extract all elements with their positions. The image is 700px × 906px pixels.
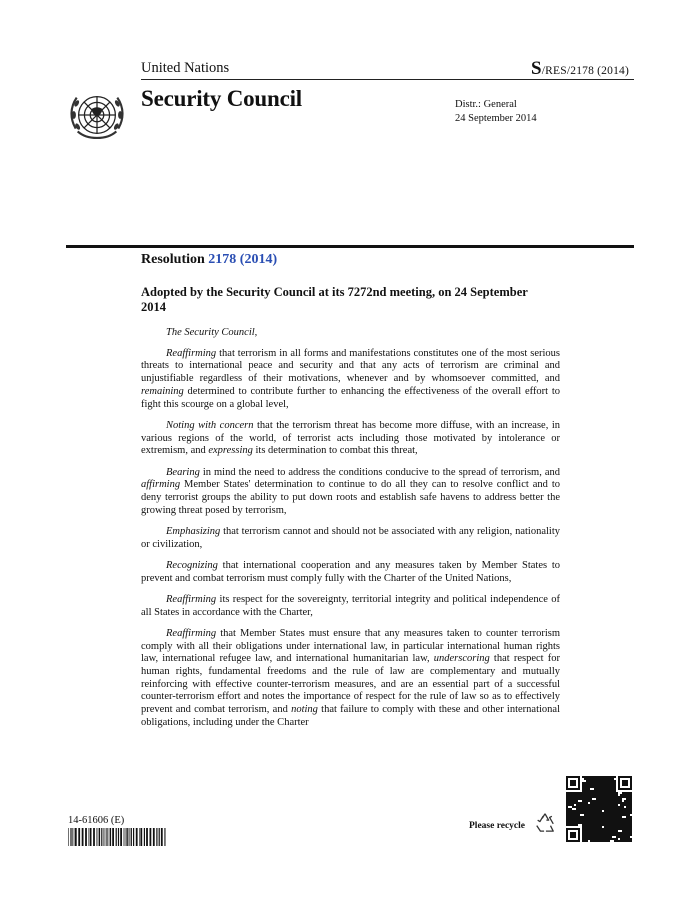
- header-rule: [141, 79, 634, 80]
- preamble-paragraph: Bearing in mind the need to address the conditions conducive to the spread of terrorism, and affirming Member States' determination to continue to do all they can to resolve conflict and to deny terrorist groups the ability to put down roots and establish safe havens to address better the growing threat posed by terrorism,: [141, 466, 560, 516]
- resolution-label: Resolution: [141, 252, 205, 267]
- resolution-body: [141, 327, 560, 738]
- council-name: Security Council: [141, 86, 302, 111]
- job-number: 14-61606 (E): [68, 815, 125, 826]
- preamble-paragraph: Noting with concern that the terrorism threat has become more diffuse, with an increase, in various regions of the world, of terrorist acts including those motivated by intolerance or extremism, and expressing its determination to combat this threat,: [141, 419, 560, 457]
- barcode-icon: [68, 828, 166, 846]
- qr-code-icon: [566, 776, 632, 842]
- recycle-icon: [534, 811, 556, 833]
- symbol-prefix: S: [531, 58, 542, 79]
- section-rule: [66, 245, 634, 248]
- preamble-paragraph: Reaffirming its respect for the sovereignty, territorial integrity and political independence of all States in accordance with the Charter,: [141, 593, 560, 618]
- preamble-paragraph: Recognizing that international cooperation and any measures taken by Member States to prevent and combat terrorism must comply fully with the Charter of the United Nations,: [141, 559, 560, 584]
- un-emblem-icon: [68, 86, 126, 144]
- recycle-label: Please recycle: [469, 821, 525, 831]
- distribution-block: [455, 98, 537, 126]
- preamble-paragraph: Emphasizing that terrorism cannot and should not be associated with any religion, nationality or civilization,: [141, 525, 560, 550]
- issue-date: 24 September 2014: [455, 113, 537, 124]
- org-name: United Nations: [141, 60, 230, 76]
- preamble-paragraph: Reaffirming that terrorism in all forms and manifestations constitutes one of the most serious threats to international peace and security and that any acts of terrorism are criminal and unjustifiable regardless of their motivations, whenever and by whomsoever committed, and remaining determined to contribute further to enhancing the effectiveness of the overall effort to fight this scourge on a global level,: [141, 347, 560, 410]
- resolution-number-link[interactable]: 2178 (2014): [208, 252, 278, 267]
- adoption-line: Adopted by the Security Council at its 7272nd meeting, on 24 September 2014: [141, 285, 528, 314]
- distribution-label: Distr.: General: [455, 99, 517, 110]
- resolution-title: [141, 252, 277, 268]
- document-symbol: [531, 58, 629, 80]
- symbol-rest: /RES/2178 (2014): [541, 65, 629, 77]
- preamble-paragraph: Reaffirming that Member States must ensure that any measures taken to counter terrorism comply with all their obligations under international law, in particular international human rights law, international refugee law, and international humanitarian law, underscoring that respect for human rights, fundamental freedoms and the rule of law are complementary and mutually reinforcing with effective counter-terrorism measures, and are an essential part of a successful counter-terrorism effort and notes the importance of respect for the rule of law so as to effectively prevent and combat terrorism, and noting that failure to comply with these and other international obligations, including under the Charter: [141, 627, 560, 728]
- opening-phrase: The Security Council,: [166, 327, 258, 338]
